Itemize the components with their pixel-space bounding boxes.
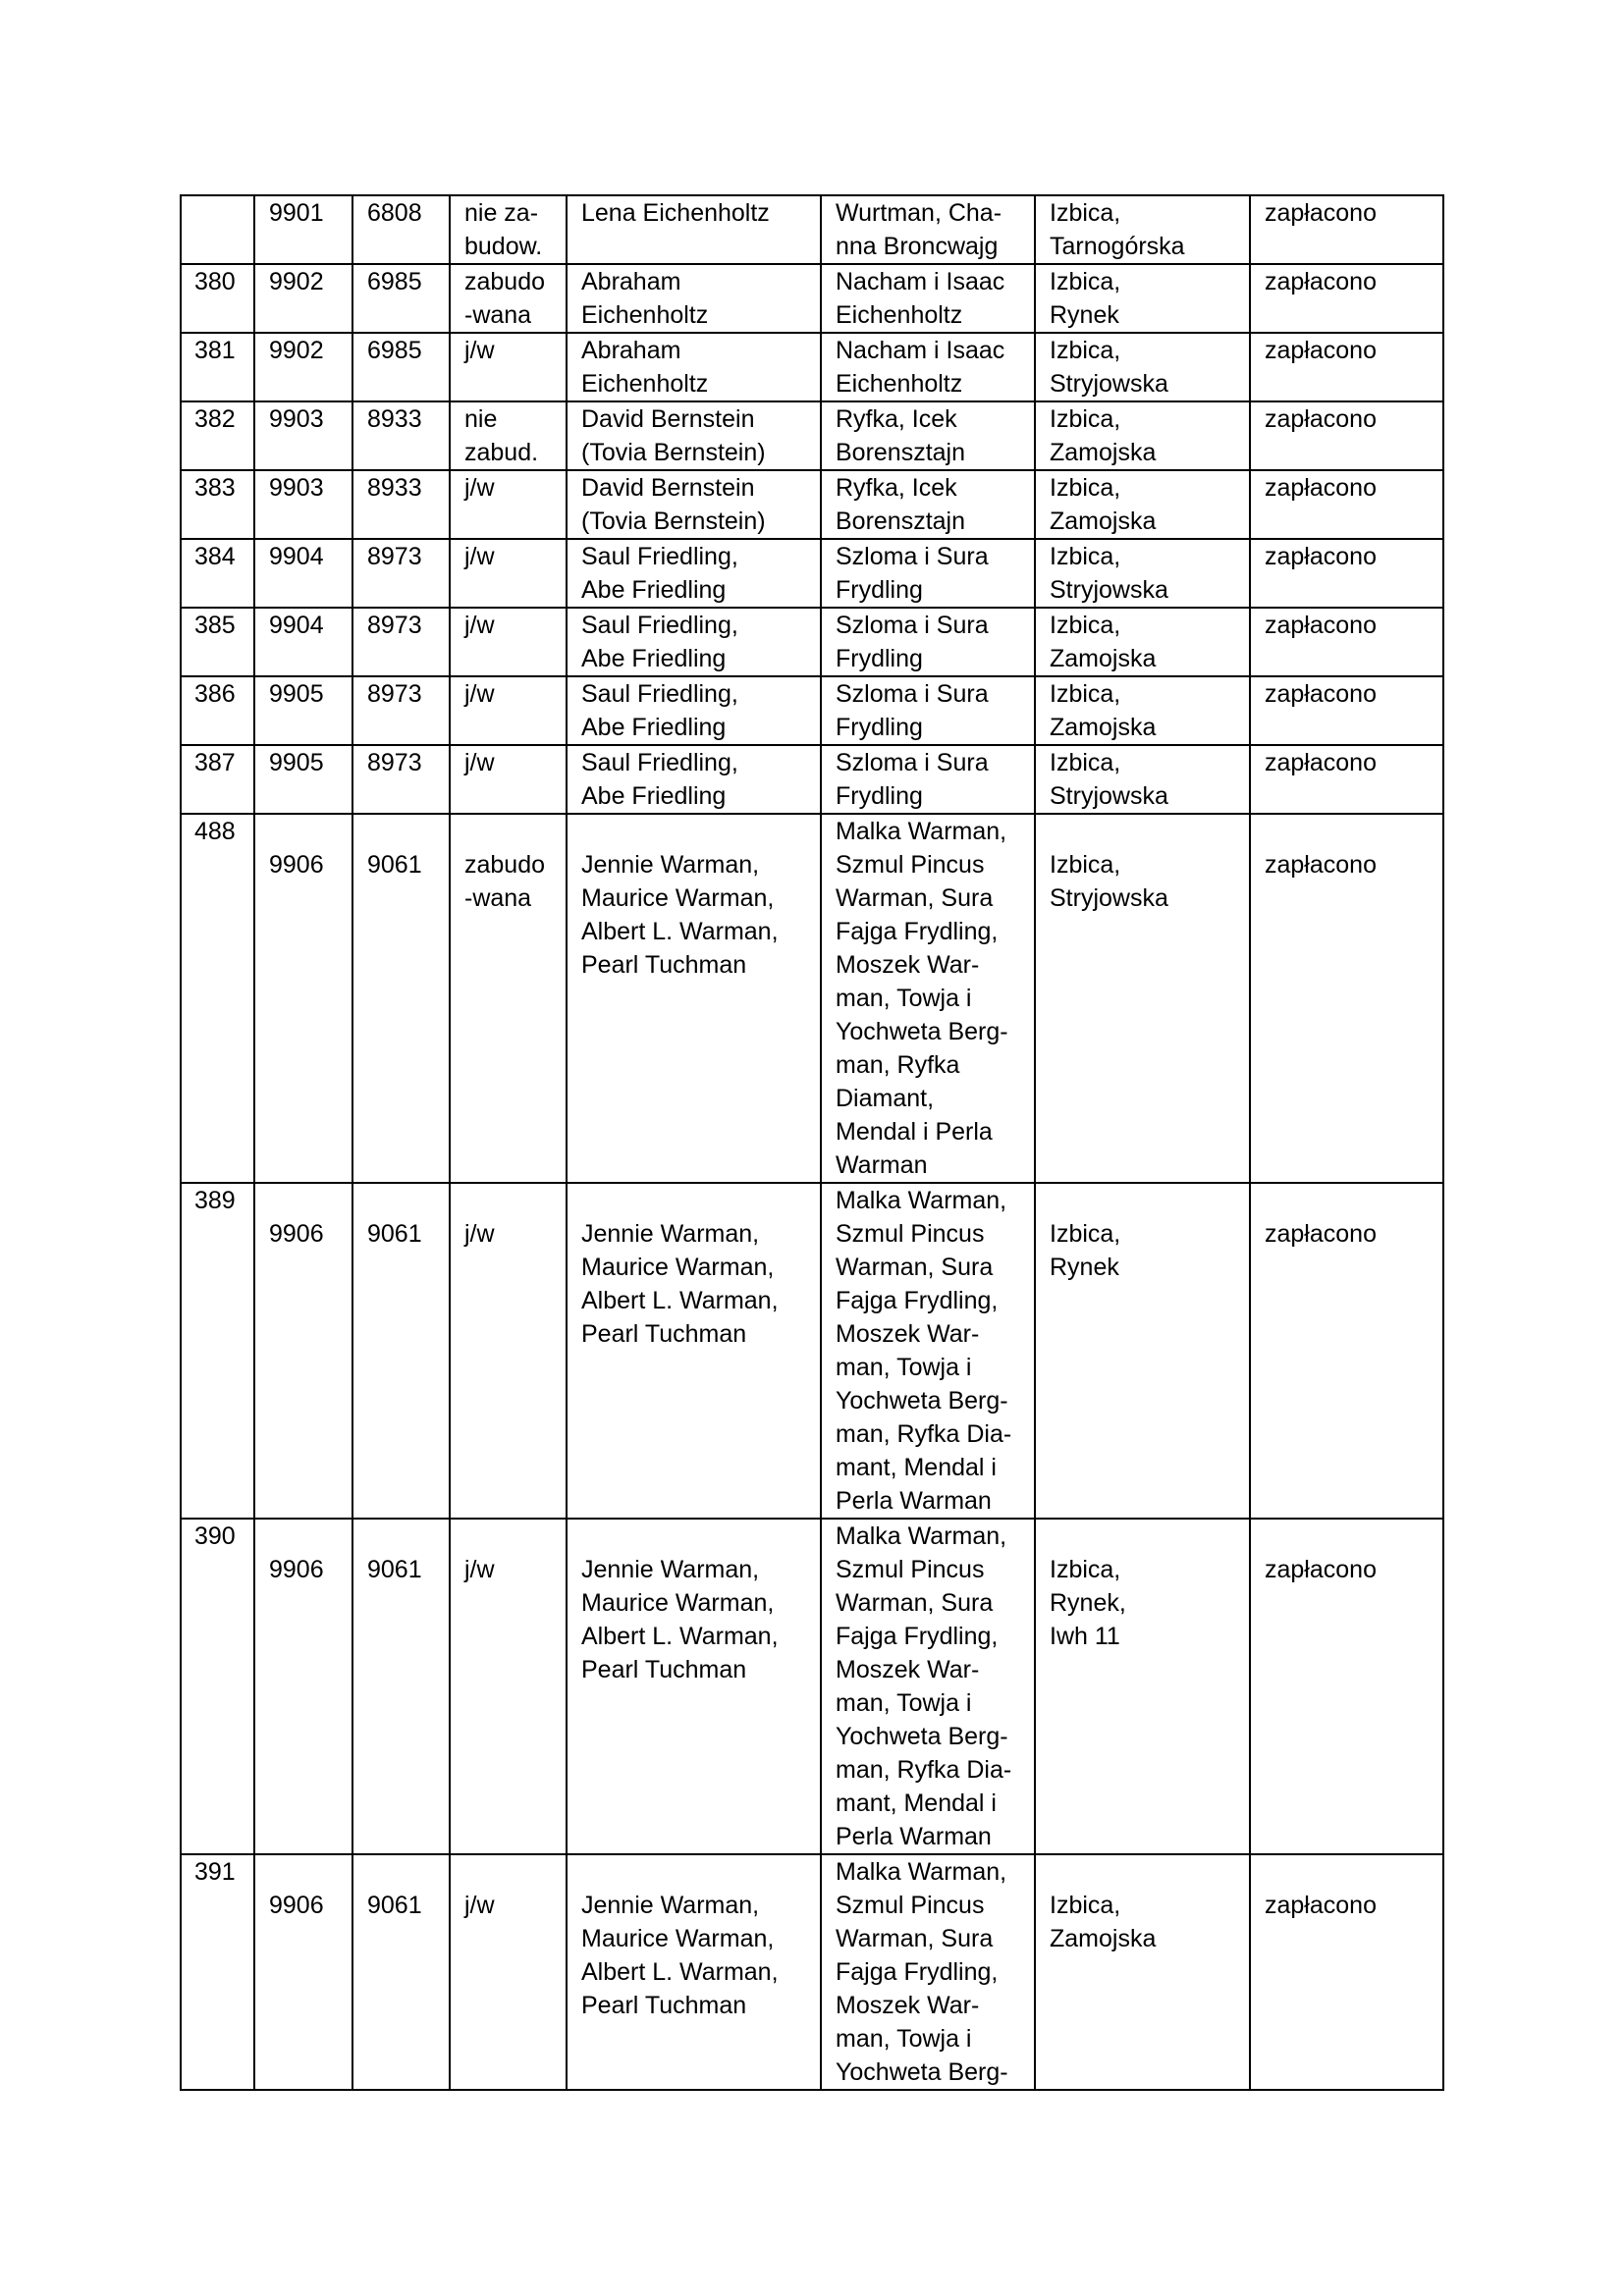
status-cell: zapłacono — [1250, 1183, 1443, 1519]
number-2-cell: 6808 — [352, 195, 450, 264]
number-1-cell: 9902 — [254, 333, 352, 401]
number-1-cell: 9903 — [254, 401, 352, 470]
status-cell: zapłacono — [1250, 676, 1443, 745]
table-row — [181, 1854, 1443, 2090]
number-1-cell: 9904 — [254, 608, 352, 676]
row-number-cell: 389 — [181, 1183, 254, 1519]
table-row — [181, 1183, 1443, 1519]
property-type-cell: j/w — [450, 745, 567, 814]
location-cell: Izbica, Zamojska — [1035, 470, 1250, 539]
property-type-cell: j/w — [450, 1519, 567, 1854]
table-row — [181, 745, 1443, 814]
row-number-cell: 386 — [181, 676, 254, 745]
location-cell: Izbica, Zamojska — [1035, 1854, 1250, 2090]
status-cell: zapłacono — [1250, 195, 1443, 264]
number-1-cell: 9906 — [254, 1519, 352, 1854]
row-number-cell: 390 — [181, 1519, 254, 1854]
property-type-cell: zabudo -wana — [450, 814, 567, 1183]
table-row — [181, 264, 1443, 333]
status-cell: zapłacono — [1250, 264, 1443, 333]
location-cell: Izbica, Tarnogórska — [1035, 195, 1250, 264]
table-row — [181, 195, 1443, 264]
table-body — [181, 195, 1443, 2090]
property-type-cell: j/w — [450, 1183, 567, 1519]
previous-owner-cell: Malka Warman, Szmul Pincus Warman, Sura Fajga Frydling, Moszek War- man, Towja i Yochweta Berg- man, Ryfka Diamant, Mendal i Perla Warman — [821, 814, 1035, 1183]
row-number-cell — [181, 195, 254, 264]
number-2-cell: 8973 — [352, 676, 450, 745]
location-cell: Izbica, Stryjowska — [1035, 333, 1250, 401]
property-type-cell: nie zabud. — [450, 401, 567, 470]
claimant-cell: David Bernstein (Tovia Bernstein) — [567, 401, 821, 470]
number-2-cell: 8933 — [352, 470, 450, 539]
previous-owner-cell: Nacham i Isaac Eichenholtz — [821, 333, 1035, 401]
previous-owner-cell: Szloma i Sura Frydling — [821, 539, 1035, 608]
status-cell: zapłacono — [1250, 470, 1443, 539]
property-type-cell: j/w — [450, 1854, 567, 2090]
property-type-cell: j/w — [450, 470, 567, 539]
table-row — [181, 814, 1443, 1183]
number-2-cell: 9061 — [352, 814, 450, 1183]
claimant-cell: Saul Friedling, Abe Friedling — [567, 676, 821, 745]
location-cell: Izbica, Zamojska — [1035, 608, 1250, 676]
number-2-cell: 9061 — [352, 1183, 450, 1519]
table-row — [181, 539, 1443, 608]
number-2-cell: 9061 — [352, 1854, 450, 2090]
table-row — [181, 470, 1443, 539]
previous-owner-cell: Ryfka, Icek Borensztajn — [821, 401, 1035, 470]
location-cell: Izbica, Zamojska — [1035, 676, 1250, 745]
property-type-cell: j/w — [450, 539, 567, 608]
previous-owner-cell: Wurtman, Cha- nna Broncwajg — [821, 195, 1035, 264]
status-cell: zapłacono — [1250, 814, 1443, 1183]
previous-owner-cell: Szloma i Sura Frydling — [821, 676, 1035, 745]
number-2-cell: 6985 — [352, 264, 450, 333]
row-number-cell: 384 — [181, 539, 254, 608]
table-row — [181, 676, 1443, 745]
previous-owner-cell: Malka Warman, Szmul Pincus Warman, Sura Fajga Frydling, Moszek War- man, Towja i Yochweta Berg- man, Ryfka Dia- mant, Mendal i Perla Warman — [821, 1519, 1035, 1854]
claimant-cell: Saul Friedling, Abe Friedling — [567, 745, 821, 814]
status-cell: zapłacono — [1250, 608, 1443, 676]
property-type-cell: j/w — [450, 608, 567, 676]
claimant-cell: Abraham Eichenholtz — [567, 264, 821, 333]
claimant-cell: Lena Eichenholtz — [567, 195, 821, 264]
previous-owner-cell: Ryfka, Icek Borensztajn — [821, 470, 1035, 539]
number-2-cell: 8973 — [352, 745, 450, 814]
claimant-cell: Jennie Warman, Maurice Warman, Albert L. Warman, Pearl Tuchman — [567, 1183, 821, 1519]
previous-owner-cell: Szloma i Sura Frydling — [821, 608, 1035, 676]
previous-owner-cell: Malka Warman, Szmul Pincus Warman, Sura Fajga Frydling, Moszek War- man, Towja i Yochweta Berg- — [821, 1854, 1035, 2090]
number-2-cell: 9061 — [352, 1519, 450, 1854]
location-cell: Izbica, Stryjowska — [1035, 814, 1250, 1183]
row-number-cell: 488 — [181, 814, 254, 1183]
claimant-cell: Saul Friedling, Abe Friedling — [567, 608, 821, 676]
status-cell: zapłacono — [1250, 539, 1443, 608]
row-number-cell: 383 — [181, 470, 254, 539]
claimant-cell: Jennie Warman, Maurice Warman, Albert L. Warman, Pearl Tuchman — [567, 1854, 821, 2090]
status-cell: zapłacono — [1250, 401, 1443, 470]
number-2-cell: 8973 — [352, 608, 450, 676]
property-type-cell: zabudo -wana — [450, 264, 567, 333]
location-cell: Izbica, Stryjowska — [1035, 745, 1250, 814]
number-2-cell: 8973 — [352, 539, 450, 608]
location-cell: Izbica, Rynek — [1035, 1183, 1250, 1519]
number-2-cell: 6985 — [352, 333, 450, 401]
row-number-cell: 381 — [181, 333, 254, 401]
claimant-cell: Jennie Warman, Maurice Warman, Albert L. Warman, Pearl Tuchman — [567, 814, 821, 1183]
table-row — [181, 608, 1443, 676]
table-row — [181, 333, 1443, 401]
table-row — [181, 1519, 1443, 1854]
location-cell: Izbica, Stryjowska — [1035, 539, 1250, 608]
number-1-cell: 9901 — [254, 195, 352, 264]
property-type-cell: j/w — [450, 676, 567, 745]
property-type-cell: nie za- budow. — [450, 195, 567, 264]
claimant-cell: Saul Friedling, Abe Friedling — [567, 539, 821, 608]
claimant-cell: David Bernstein (Tovia Bernstein) — [567, 470, 821, 539]
claimant-cell: Jennie Warman, Maurice Warman, Albert L. Warman, Pearl Tuchman — [567, 1519, 821, 1854]
row-number-cell: 385 — [181, 608, 254, 676]
claimant-cell: Abraham Eichenholtz — [567, 333, 821, 401]
status-cell: zapłacono — [1250, 1519, 1443, 1854]
number-1-cell: 9903 — [254, 470, 352, 539]
number-1-cell: 9905 — [254, 745, 352, 814]
table-row — [181, 401, 1443, 470]
number-1-cell: 9904 — [254, 539, 352, 608]
previous-owner-cell: Szloma i Sura Frydling — [821, 745, 1035, 814]
row-number-cell: 391 — [181, 1854, 254, 2090]
status-cell: zapłacono — [1250, 745, 1443, 814]
number-1-cell: 9906 — [254, 1183, 352, 1519]
row-number-cell: 387 — [181, 745, 254, 814]
status-cell: zapłacono — [1250, 333, 1443, 401]
row-number-cell: 382 — [181, 401, 254, 470]
row-number-cell: 380 — [181, 264, 254, 333]
number-1-cell: 9905 — [254, 676, 352, 745]
number-1-cell: 9906 — [254, 814, 352, 1183]
location-cell: Izbica, Zamojska — [1035, 401, 1250, 470]
records-table — [180, 194, 1444, 2091]
location-cell: Izbica, Rynek, Iwh 11 — [1035, 1519, 1250, 1854]
status-cell: zapłacono — [1250, 1854, 1443, 2090]
property-type-cell: j/w — [450, 333, 567, 401]
location-cell: Izbica, Rynek — [1035, 264, 1250, 333]
previous-owner-cell: Malka Warman, Szmul Pincus Warman, Sura Fajga Frydling, Moszek War- man, Towja i Yochweta Berg- man, Ryfka Dia- mant, Mendal i Perla Warman — [821, 1183, 1035, 1519]
previous-owner-cell: Nacham i Isaac Eichenholtz — [821, 264, 1035, 333]
number-1-cell: 9902 — [254, 264, 352, 333]
number-2-cell: 8933 — [352, 401, 450, 470]
number-1-cell: 9906 — [254, 1854, 352, 2090]
